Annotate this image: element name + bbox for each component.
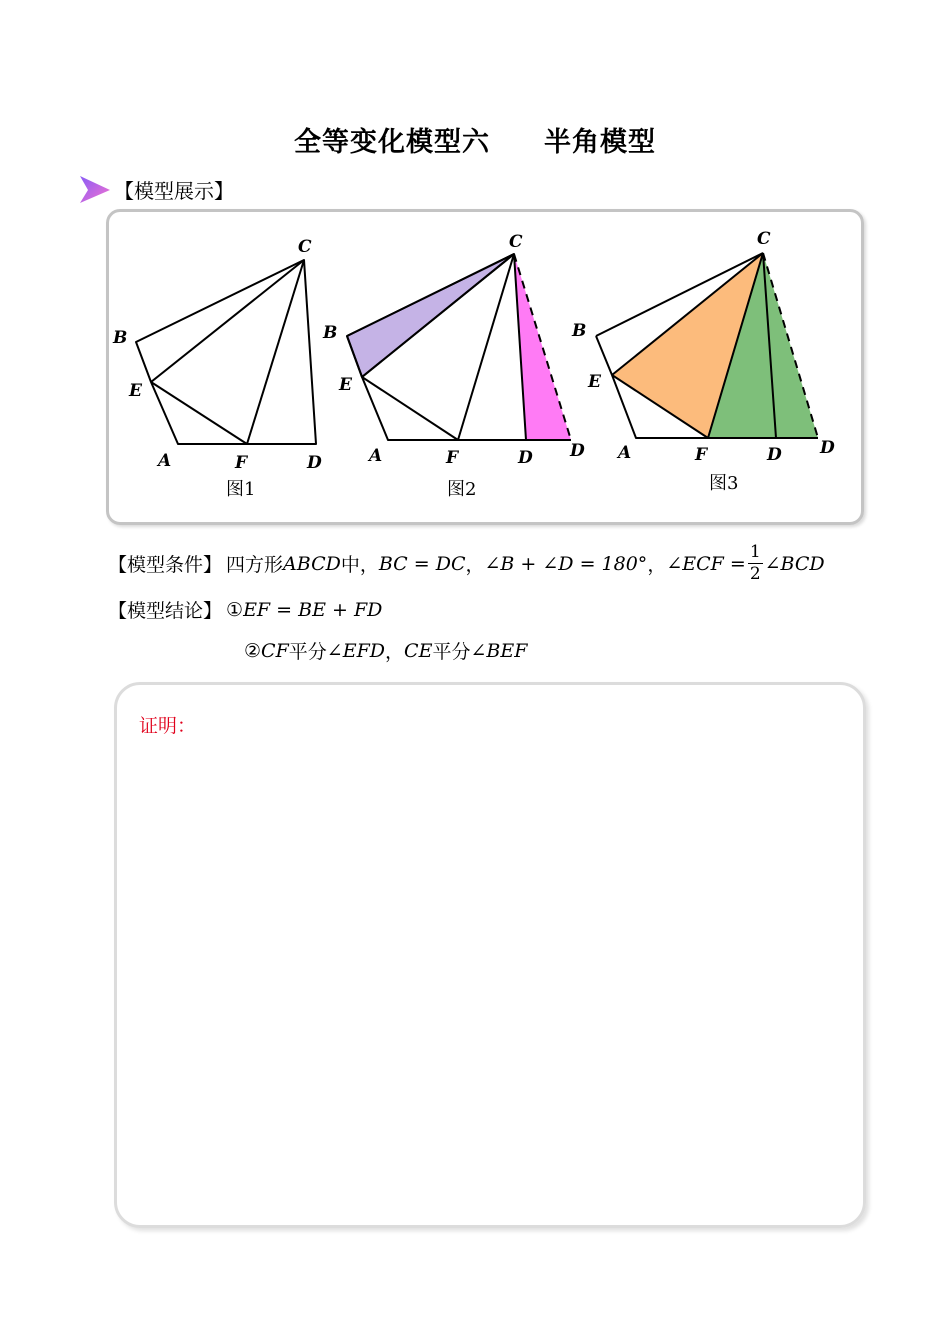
fig2-caption: 图2	[447, 479, 477, 500]
proof-area[interactable]	[114, 682, 866, 1228]
fig2-label-d2: D	[570, 441, 585, 461]
conclusion-2-bisect-2: 平分	[432, 641, 471, 663]
conditions-eq1: BC = DC	[378, 552, 466, 575]
conclusion-2-mark: ②	[244, 639, 262, 662]
proof-label: 证明：	[139, 715, 197, 737]
fig3-caption: 图3	[709, 473, 739, 494]
section-heading	[78, 174, 234, 204]
conditions-abcd: ABCD	[283, 552, 341, 575]
fig1-label-f: F	[235, 453, 248, 473]
model-conclusion-1	[108, 596, 382, 623]
fig3-label-d2: D	[820, 438, 835, 458]
conclusions-tag: 【模型结论】	[108, 600, 223, 622]
fig3-label-a: A	[618, 443, 632, 463]
fig1-caption: 图1	[226, 479, 256, 500]
fig1-label-e: E	[129, 381, 142, 401]
fig2-label-f: F	[446, 448, 459, 468]
conditions-eq3-right: ∠BCD	[764, 552, 825, 575]
conclusion-1-mark: ①	[226, 598, 244, 621]
conclusion-2-cf: CF	[261, 639, 289, 662]
figure-3	[596, 253, 818, 438]
conclusion-2-bisect-1: 平分	[288, 641, 327, 663]
fig2-label-c: C	[509, 232, 523, 252]
title-part2: 半角模型	[544, 127, 656, 158]
fig1-label-a: A	[158, 451, 172, 471]
conclusion-2-bef: ∠BEF	[470, 639, 528, 662]
fig1-label-c: C	[298, 237, 312, 257]
conclusion-2-sep: ，	[385, 641, 405, 663]
fig3-label-c: C	[757, 229, 771, 249]
fig3-label-f: F	[695, 445, 708, 465]
section-label: 【模型展示】	[114, 178, 234, 203]
conditions-text2: 中，	[340, 554, 379, 576]
conditions-tag: 【模型条件】	[108, 554, 223, 576]
conditions-eq2: ∠B + ∠D = 180°	[484, 552, 648, 575]
fraction-numerator: 1	[749, 542, 761, 562]
conditions-eq3-left: ∠ECF =	[666, 552, 746, 575]
fig1-label-d: D	[307, 453, 322, 473]
model-figure-box	[106, 209, 864, 525]
purple-pink-arrow-icon	[78, 174, 112, 204]
fig3-label-b: B	[572, 321, 587, 341]
conclusion-1-text: EF = BE + FD	[243, 598, 383, 621]
fig2-label-e: E	[339, 375, 352, 395]
model-conditions	[108, 544, 825, 583]
model-conclusion-2	[244, 637, 527, 664]
fig2-label-b: B	[323, 323, 338, 343]
figure-2	[347, 254, 571, 440]
fig2-label-d1: D	[518, 448, 533, 468]
title-part1: 全等变化模型六	[294, 127, 490, 158]
figure-1	[136, 260, 316, 444]
fig3-label-d1: D	[767, 445, 782, 465]
conditions-text1: 四方形	[226, 554, 284, 576]
conclusion-2-ce: CE	[404, 639, 433, 662]
model-figures-svg	[109, 212, 861, 522]
page-title	[0, 120, 950, 159]
fig3-label-e: E	[588, 372, 601, 392]
conditions-sep2: ，	[647, 554, 667, 576]
fraction-denominator: 2	[749, 564, 761, 584]
half-fraction	[748, 544, 763, 583]
fig2-label-a: A	[369, 446, 383, 466]
conclusion-2-efd: ∠EFD	[326, 639, 386, 662]
fig1-label-b: B	[113, 328, 128, 348]
conditions-sep1: ，	[465, 554, 485, 576]
